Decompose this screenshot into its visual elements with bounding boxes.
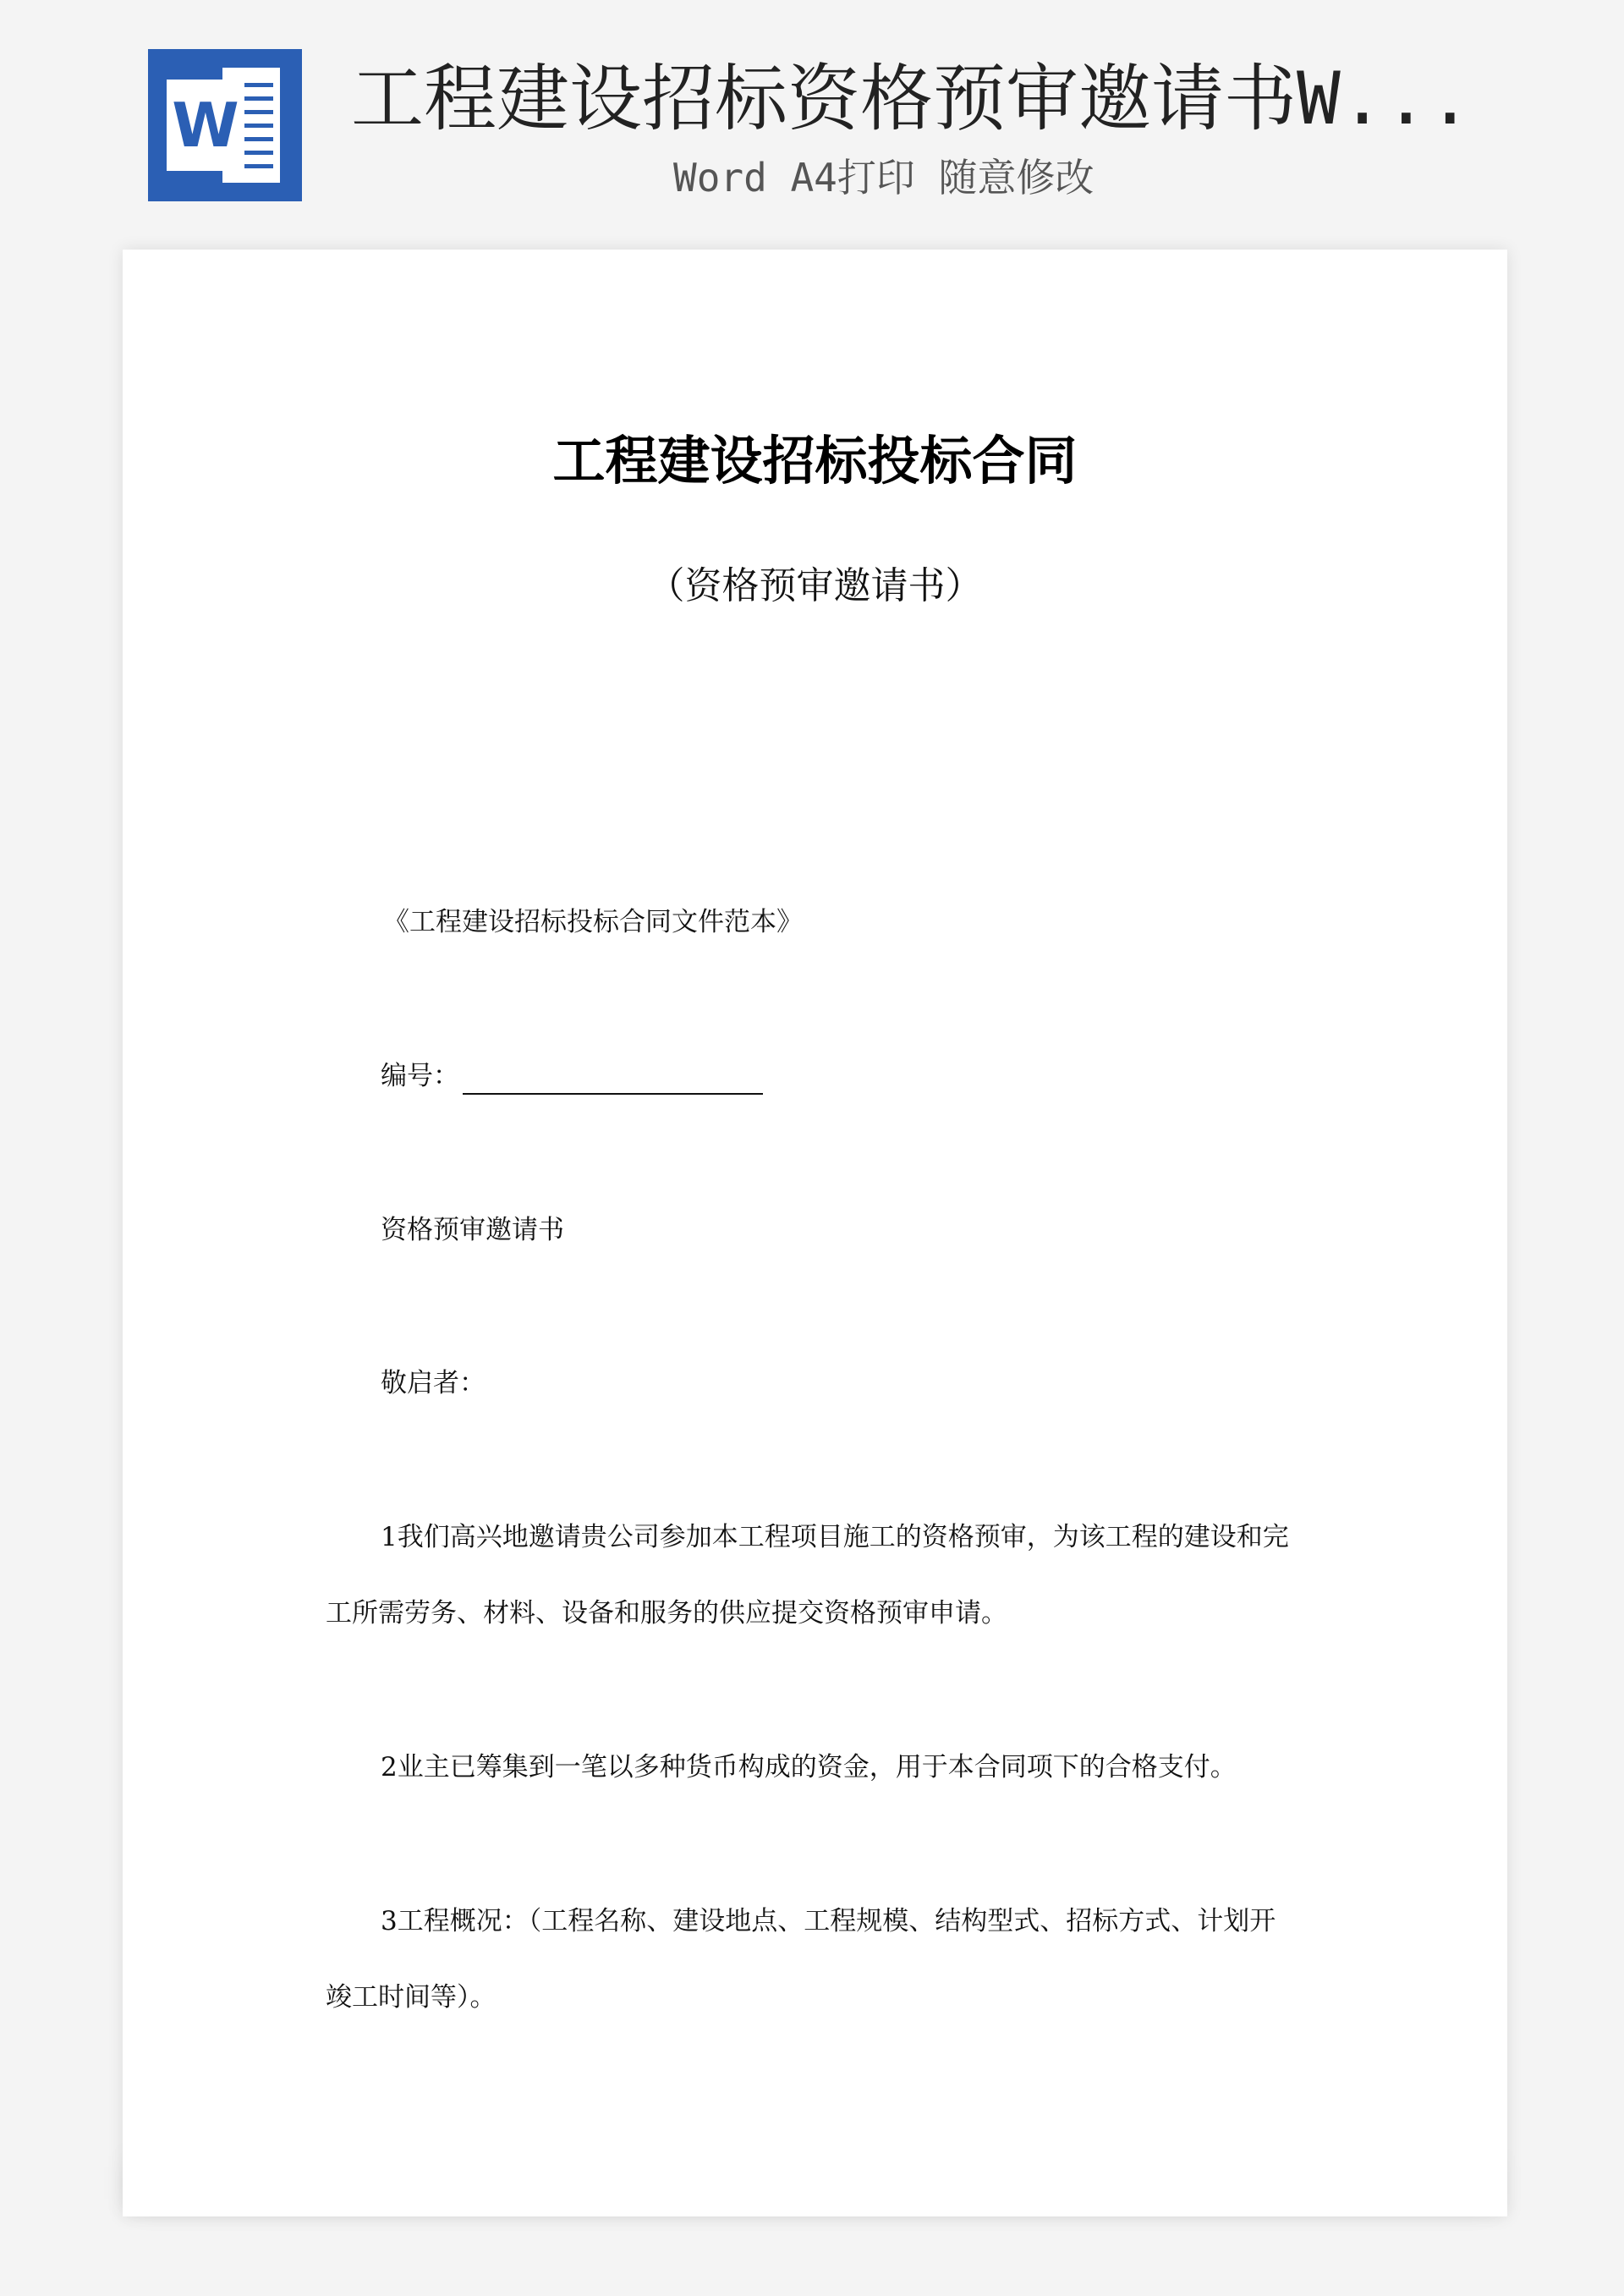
number-field [381,1057,763,1095]
word-document-icon [148,49,302,201]
paragraph-2-line-1: 2业主已筹集到一笔以多种货币构成的资金，用于本合同项下的合格支付。 [381,1752,1237,1782]
number-label: 编号： [381,1061,459,1091]
contract-title: 工程建设招标投标合同 [552,430,1078,492]
paragraph-3-line-1: 3工程概况：（工程名称、建设地点、工程规模、结构型式、招标方式、计划开 [381,1906,1276,1936]
document-title-banner: 工程建设招标资格预审邀请书W... [351,57,1473,141]
contract-subtitle: （资格预审邀请书） [647,564,983,607]
salutation: 敬启者： [381,1368,486,1398]
word-w-letter: W [167,80,244,171]
invitation-heading: 资格预审邀请书 [381,1215,564,1245]
paragraph-1-line-2: 工所需劳务、材料、设备和服务的供应提交资格预审申请。 [326,1598,1007,1629]
document-page [123,250,1507,2216]
preview-header [0,0,1624,237]
number-blank-line [463,1066,763,1095]
template-name: 《工程建设招标投标合同文件范本》 [383,907,803,937]
paragraph-3-line-2: 竣工时间等）。 [326,1982,497,2013]
document-subtitle-banner: Word A4打印 随意修改 [673,155,1095,200]
paragraph-1-line-1: 1我们高兴地邀请贵公司参加本工程项目施工的资格预审，为该工程的建设和完 [381,1522,1289,1552]
